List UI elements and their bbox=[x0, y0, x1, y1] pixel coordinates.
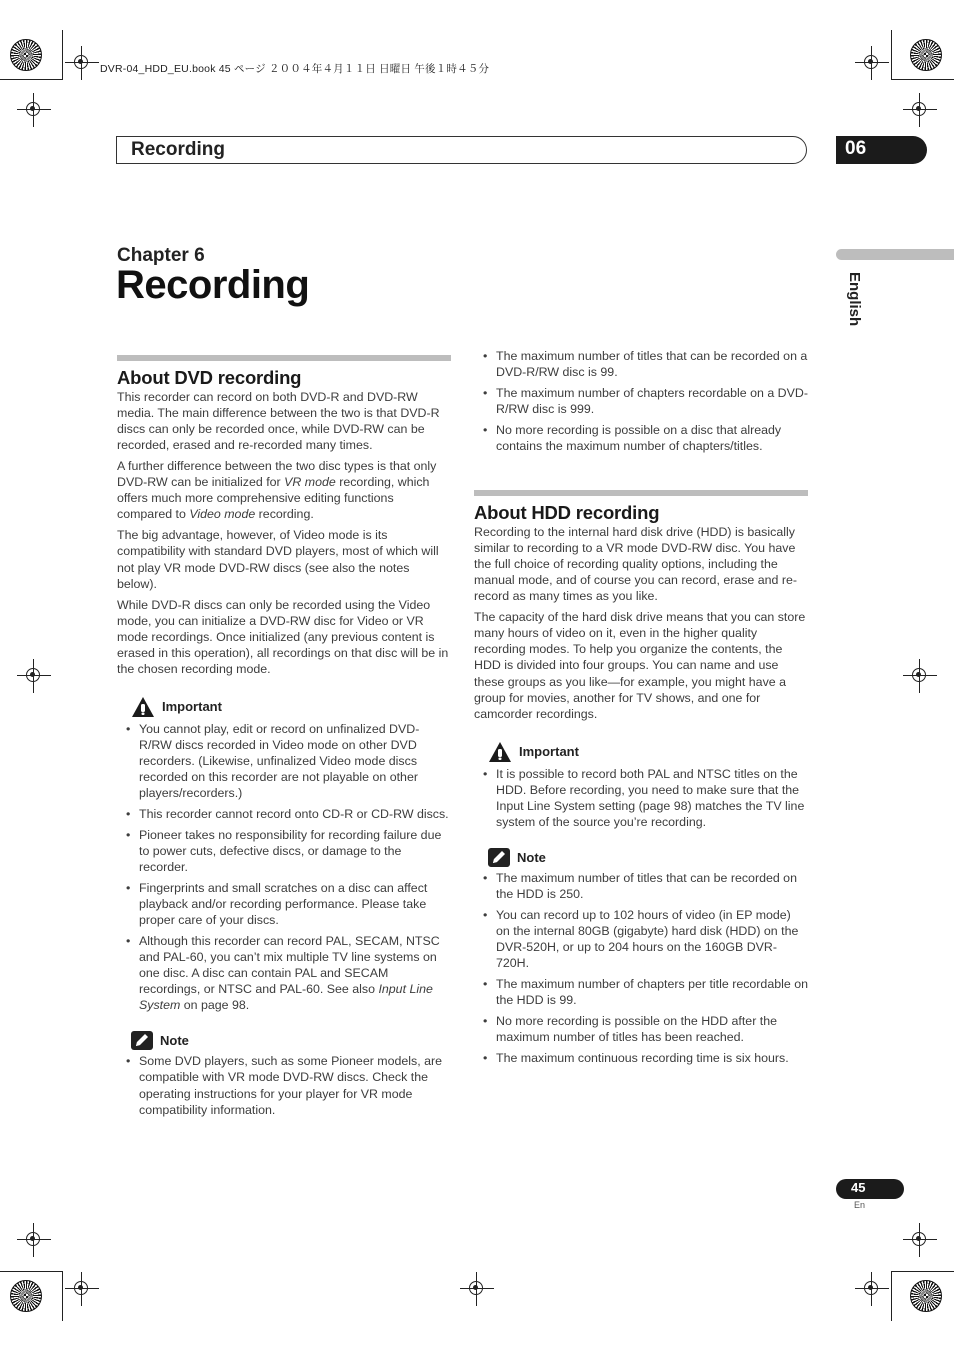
page-number-tab bbox=[836, 1179, 904, 1199]
paragraph: While DVD-R discs can only be recorded using the Video mode, you can initialize a DVD-RW disc for Video or VR mode recordings. Once initialized (any previous content is erased in this operation), all recordings on that disc will be in the chosen recording mode. bbox=[117, 597, 449, 676]
list-item: • Pioneer takes no responsibility for recording failure due to power cuts, defective discs, or damage to the recorder. bbox=[117, 827, 451, 875]
dvd-limits-list bbox=[474, 348, 808, 454]
note-label: Note bbox=[160, 1032, 189, 1048]
note-label: Note bbox=[517, 849, 546, 865]
list-item: • No more recording is possible on a disc that already contains the maximum number of chapters/titles. bbox=[474, 422, 808, 454]
color-registration-mark bbox=[910, 39, 942, 71]
list-item: • You cannot play, edit or record on unfinalized DVD-R/RW discs recorded in Video mode on other DVD recorders. (Likewise, unfinalized Video mode discs recorded on this recorder are not playable on other players/recorders.) bbox=[117, 721, 451, 801]
registration-mark bbox=[864, 1281, 878, 1295]
crop-mark bbox=[0, 79, 62, 80]
right-column bbox=[474, 348, 808, 1071]
note-list bbox=[474, 870, 808, 1066]
registration-mark bbox=[74, 55, 88, 69]
important-heading bbox=[488, 741, 808, 763]
chapter-number-tab bbox=[836, 136, 927, 164]
language-tab-bar bbox=[836, 249, 954, 260]
important-list bbox=[117, 721, 451, 1013]
important-heading bbox=[131, 696, 451, 718]
section-title-dvd: About DVD recording bbox=[117, 367, 302, 388]
list-item: • The maximum continuous recording time is six hours. bbox=[474, 1050, 808, 1066]
registration-mark bbox=[74, 1281, 88, 1295]
list-item: • The maximum number of titles that can be recorded on the HDD is 250. bbox=[474, 870, 808, 902]
note-list bbox=[117, 1053, 451, 1117]
important-label: Important bbox=[162, 698, 222, 714]
list-item: • No more recording is possible on the HDD after the maximum number of titles has been reached. bbox=[474, 1013, 808, 1045]
section-header-title: Recording bbox=[131, 139, 225, 160]
paragraph: This recorder can record on both DVD-R and DVD-RW media. The main difference between the two is that DVD-R discs can only be recorded once, while DVD-RW can be recorded, erased and re-recorded many times. bbox=[117, 390, 440, 453]
left-column bbox=[117, 355, 451, 1122]
list-item: • The maximum number of chapters per title recordable on the HDD is 99. bbox=[474, 976, 808, 1008]
chapter-title: Recording bbox=[116, 263, 310, 307]
page-language-code: En bbox=[854, 1200, 866, 1210]
crop-mark bbox=[0, 1271, 62, 1272]
note-heading bbox=[488, 848, 808, 867]
registration-mark bbox=[469, 1281, 483, 1295]
page-number: 45 bbox=[851, 1180, 866, 1195]
section-header-bar bbox=[116, 136, 807, 164]
crop-mark bbox=[891, 30, 892, 80]
paragraph: The capacity of the hard disk drive means that you can store many hours of video on it, even in the higher quality recording modes. To help you organize the contents, the HDD is divided into four groups. You can name and use these groups as you like—for example, you might have a group for movies, another for TV shows, and one for camcorder recordings. bbox=[474, 610, 806, 721]
list-item: • You can record up to 102 hours of video (in EP mode) on the internal 80GB (gigabyte) hard disk (HDD) on the DVR-520H, or up to 204 hours on the 160GB DVR-720H. bbox=[474, 907, 808, 971]
list-item: • Fingerprints and small scratches on a disc can affect playback and/or recording performance. Please take proper care of your discs. bbox=[117, 880, 451, 928]
pencil-note-icon bbox=[131, 1031, 153, 1050]
registration-mark bbox=[26, 102, 40, 116]
book-file-header: DVR-04_HDD_EU.book 45 ページ ２００４年４月１１日 日曜日 午後１時４５分 bbox=[100, 63, 490, 75]
language-tab-label: English bbox=[846, 272, 863, 327]
crop-mark bbox=[891, 79, 954, 80]
list-item: • This recorder cannot record onto CD-R or CD-RW discs. bbox=[117, 806, 451, 822]
crop-mark bbox=[62, 30, 63, 80]
list-item: • The maximum number of chapters recordable on a DVD-R/RW disc is 999. bbox=[474, 385, 808, 417]
list-item: • The maximum number of titles that can be recorded on a DVD-R/RW disc is 99. bbox=[474, 348, 808, 380]
paragraph: The big advantage, however, of Video mode is its compatibility with standard DVD players, most of which will not play VR mode DVD-RW discs (see also the notes below). bbox=[117, 528, 439, 591]
registration-mark bbox=[912, 1232, 926, 1246]
color-registration-mark bbox=[10, 39, 42, 71]
color-registration-mark bbox=[10, 1280, 42, 1312]
paragraph: Recording to the internal hard disk drive (HDD) is basically similar to recording to a VR mode DVD-RW disc. You have the full choice of recording quality options, including the manual mode, and of course you can record, erase and re-record as many times as you like. bbox=[474, 524, 798, 604]
registration-mark bbox=[912, 668, 926, 682]
list-item: • Although this recorder can record PAL, SECAM, NTSC and PAL-60, you can’t mix multiple TV line systems on one disc. A disc can contain PAL and SECAM recordings, or NTSC and PAL-60. See also Input Line System on page 98. bbox=[117, 933, 451, 1013]
crop-mark bbox=[62, 1271, 63, 1321]
note-heading bbox=[131, 1031, 451, 1050]
warning-hand-icon bbox=[131, 696, 155, 718]
list-item: • It is possible to record both PAL and NTSC titles on the HDD. Before recording, you need to make sure that the Input Line System setting (page 98) matches the TV line system of the source you’re recording. bbox=[474, 766, 808, 830]
chapter-number: 06 bbox=[845, 138, 867, 159]
section-title-hdd: About HDD recording bbox=[474, 501, 660, 523]
color-registration-mark bbox=[910, 1280, 942, 1312]
section-rule bbox=[117, 355, 451, 361]
registration-mark bbox=[912, 102, 926, 116]
important-list bbox=[474, 766, 808, 830]
list-item: • Some DVD players, such as some Pioneer models, are compatible with VR mode DVD-RW discs. Check the operating instructions for your player for VR mode compatibility information. bbox=[117, 1053, 451, 1117]
important-label: Important bbox=[519, 743, 579, 759]
registration-mark bbox=[864, 55, 878, 69]
crop-mark bbox=[891, 1271, 954, 1272]
paragraph: A further difference between the two disc types is that only DVD-RW can be initialized for VR mode recording, which offers much more comprehensive editing functions compared to Video mode recording. bbox=[117, 459, 437, 522]
registration-mark bbox=[26, 1232, 40, 1246]
registration-mark bbox=[26, 668, 40, 682]
section-rule bbox=[474, 490, 808, 496]
warning-hand-icon bbox=[488, 741, 512, 763]
crop-mark bbox=[891, 1271, 892, 1321]
pencil-note-icon bbox=[488, 848, 510, 867]
chapter-label: Chapter 6 bbox=[117, 245, 205, 266]
